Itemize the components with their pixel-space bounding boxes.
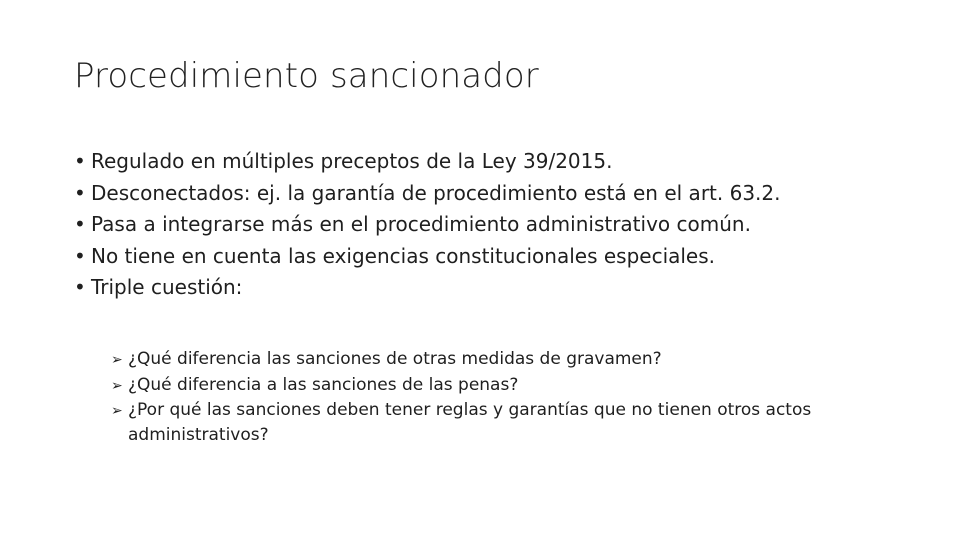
bullet-item — [74, 241, 934, 273]
sub-bullet-item — [111, 347, 901, 373]
bullet-text: Pasa a integrarse más en el procedimiento administrativo común. — [91, 212, 751, 237]
bullet-list — [74, 146, 934, 304]
slide-title: Procedimiento sancionador — [74, 56, 539, 96]
bullet-dot-icon: • — [74, 149, 86, 173]
arrow-bullet-icon: ➢ — [111, 403, 123, 419]
bullet-text: Triple cuestión: — [91, 275, 243, 300]
sub-bullet-text: ¿Qué diferencia las sanciones de otras medidas de gravamen? — [128, 349, 662, 369]
bullet-item — [74, 209, 934, 241]
sub-bullet-item — [111, 398, 901, 447]
bullet-dot-icon: • — [74, 180, 86, 205]
bullet-item — [74, 272, 934, 304]
bullet-text: Regulado en múltiples preceptos de la Ley 39/2015. — [91, 149, 613, 173]
bullet-dot-icon: • — [74, 243, 86, 268]
bullet-item — [74, 178, 934, 210]
bullet-item — [74, 146, 934, 178]
arrow-bullet-icon: ➢ — [111, 377, 123, 394]
bullet-dot-icon: • — [74, 212, 86, 237]
bullet-text: Desconectados: ej. la garantía de procedimiento está en el art. 63.2. — [91, 180, 781, 205]
bullet-text: No tiene en cuenta las exigencias constitucionales especiales. — [91, 243, 716, 268]
bullet-dot-icon: • — [74, 275, 86, 300]
sub-bullet-text: ¿Qué diferencia a las sanciones de las penas? — [128, 374, 519, 395]
sub-bullet-text: ¿Por qué las sanciones deben tener reglas y garantías que no tienen otros actos administrativos? — [128, 400, 812, 445]
arrow-bullet-icon: ➢ — [111, 352, 123, 368]
sub-bullet-item — [111, 373, 901, 399]
sub-bullet-list — [111, 347, 901, 447]
